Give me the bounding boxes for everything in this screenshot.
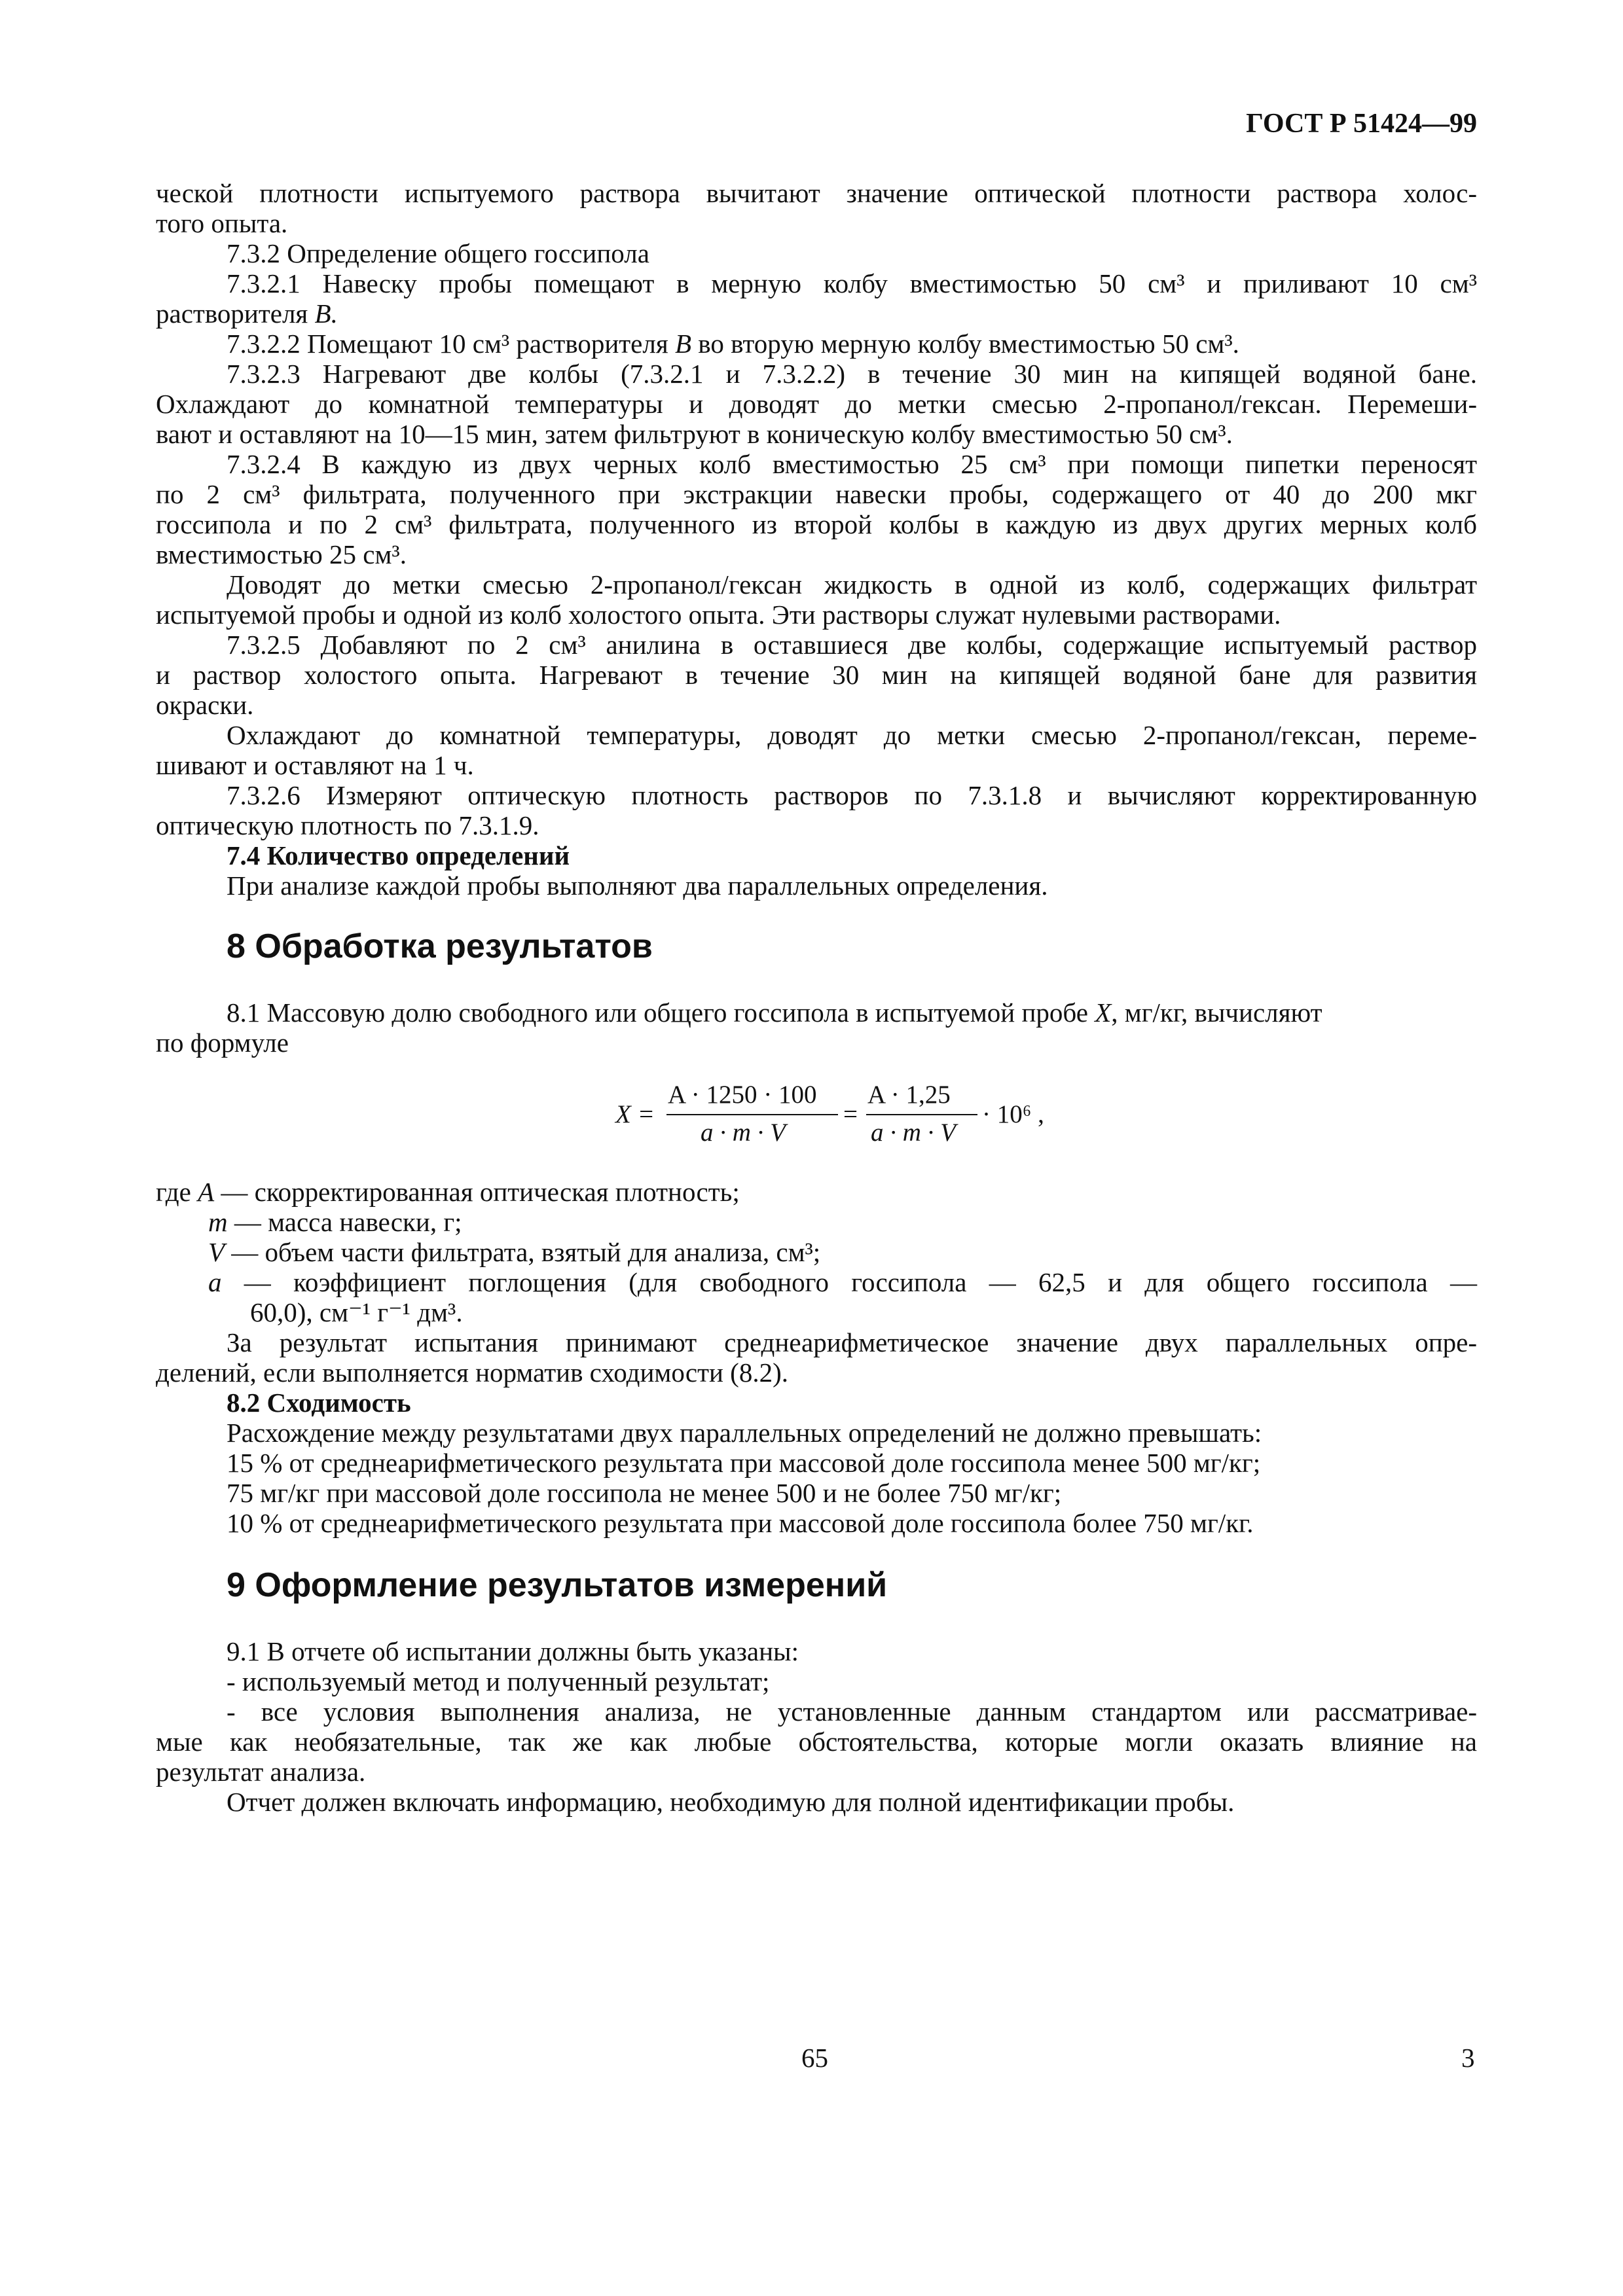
fraction-bar bbox=[666, 1114, 838, 1115]
text-span: — коэффициент поглощения (для свободного госсипола — 62,5 и для общего госсипола — bbox=[221, 1267, 1477, 1297]
text-line: 7.3.2.4 В каждую из двух черных колб вместимостью 25 см³ при помощи пипетки переносят bbox=[227, 449, 1477, 479]
subsection-heading-8-2: 8.2 Сходимость bbox=[227, 1388, 411, 1418]
list-item: - все условия выполнения анализа, не установленные данным стандартом или рассматривае- bbox=[227, 1696, 1477, 1727]
variable-X: X bbox=[1095, 997, 1112, 1028]
text-line: 9.1 В отчете об испытании должны быть указаны: bbox=[227, 1636, 799, 1666]
variable-V: V bbox=[208, 1237, 225, 1267]
text-line bbox=[227, 329, 1477, 359]
text-line: окраски. bbox=[156, 690, 254, 720]
text-line: ческой плотности испытуемого раствора вычитают значение оптической плотности раствора холос- bbox=[156, 178, 1477, 208]
text-line: 7.3.2.3 Нагревают две колбы (7.3.2.1 и 7.3.2.2) в течение 30 мин на кипящей водяной бане. bbox=[227, 359, 1477, 389]
text-span: — объем части фильтрата, взятый для анализа, см³; bbox=[225, 1237, 821, 1267]
text-line: и раствор холостого опыта. Нагревают в течение 30 мин на кипящей водяной бане для развития bbox=[156, 660, 1477, 690]
text-span: растворителя bbox=[156, 298, 315, 329]
text-line: по формуле bbox=[156, 1028, 289, 1058]
list-item: - используемый метод и полученный результат; bbox=[227, 1666, 770, 1696]
text-span: где bbox=[156, 1177, 198, 1207]
variable-A: A bbox=[198, 1177, 215, 1207]
variable-a: a bbox=[208, 1267, 222, 1297]
text-line: делений, если выполняется норматив сходимости (8.2). bbox=[156, 1357, 788, 1388]
text-line: Охлаждают до комнатной температуры, доводят до метки смесью 2-пропанол/гексан, переме- bbox=[227, 720, 1477, 750]
formula-lhs: X = bbox=[615, 1100, 655, 1128]
formula-equals: = bbox=[843, 1100, 858, 1128]
text-line: 15 % от среднеарифметического результата при массовой доле госсипола менее 500 мг/кг; bbox=[227, 1448, 1261, 1478]
text-line: 7.3.2.1 Навеску пробы помещают в мерную колбу вместимостью 50 см³ и приливают 10 см³ bbox=[227, 268, 1477, 298]
formula-denominator-2: a · m · V bbox=[871, 1119, 956, 1147]
text-line: Охлаждают до комнатной температуры и доводят до метки смесью 2-пропанол/гексан. Перемеши- bbox=[156, 389, 1477, 419]
text-line: испытуемой пробы и одной из колб холостого опыта. Эти растворы служат нулевыми растворами. bbox=[156, 600, 1281, 630]
fraction-bar bbox=[866, 1114, 977, 1115]
text-line: 10 % от среднеарифметического результата при массовой доле госсипола более 750 мг/кг. bbox=[227, 1508, 1254, 1538]
text-line: того опыта. bbox=[156, 208, 288, 238]
text-span: — скорректированная оптическая плотность; bbox=[214, 1177, 740, 1207]
where-line bbox=[156, 1177, 1477, 1207]
formula bbox=[615, 1080, 1113, 1152]
text-line bbox=[227, 997, 1477, 1028]
text-line: Расхождение между результатами двух параллельных определений не должно превышать: bbox=[227, 1418, 1262, 1448]
text-line: За результат испытания принимают среднеарифметическое значение двух параллельных опре- bbox=[227, 1327, 1477, 1357]
text-span: 8.1 Массовую долю свободного или общего госсипола в испытуемой пробе bbox=[227, 997, 1095, 1028]
text-line: 60,0), см⁻¹ г⁻¹ дм³. bbox=[250, 1297, 463, 1327]
text-line: 75 мг/кг при массовой доле госсипола не менее 500 и не более 750 мг/кг; bbox=[227, 1478, 1062, 1508]
text-line: результат анализа. bbox=[156, 1757, 366, 1787]
text-span: , мг/кг, вычисляют bbox=[1111, 997, 1322, 1028]
text-line: Отчет должен включать информацию, необходимую для полной идентификации пробы. bbox=[227, 1787, 1235, 1817]
where-line bbox=[208, 1207, 1529, 1237]
variable-m: m bbox=[208, 1207, 228, 1237]
text-line: вают и оставляют на 10—15 мин, затем фильтруют в коническую колбу вместимостью 50 см³. bbox=[156, 419, 1233, 449]
text-line: вместимостью 25 см³. bbox=[156, 539, 407, 569]
text-line bbox=[156, 298, 1477, 329]
formula-numerator-2: A · 1,25 bbox=[867, 1081, 951, 1109]
section-heading-9: 9 Оформление результатов измерений bbox=[227, 1566, 888, 1604]
doc-number-header: ГОСТ Р 51424—99 bbox=[1246, 109, 1477, 139]
page-number-center: 65 bbox=[801, 2043, 828, 2073]
text-span: 7.3.2.2 Помещают 10 см³ растворителя bbox=[227, 329, 675, 359]
formula-denominator-1: a · m · V bbox=[701, 1119, 786, 1147]
text-line: по 2 см³ фильтрата, полученного при экстракции навески пробы, содержащего от 40 до 200 мкг bbox=[156, 479, 1477, 509]
section-heading-8: 8 Обработка результатов bbox=[227, 927, 653, 965]
where-line bbox=[208, 1237, 1529, 1267]
variable-B: B. bbox=[314, 298, 338, 329]
text-line: Доводят до метки смесью 2-пропанол/гексан жидкость в одной из колб, содержащих фильтрат bbox=[227, 569, 1477, 600]
variable-B: B bbox=[674, 329, 691, 359]
subsection-heading-7-4: 7.4 Количество определений bbox=[227, 840, 570, 870]
text-line: 7.3.2.5 Добавляют по 2 см³ анилина в оставшиеся две колбы, содержащие испытуемый раствор bbox=[227, 630, 1477, 660]
text-line: мые как необязательные, так же как любые обстоятельства, которые могли оказать влияние на bbox=[156, 1727, 1477, 1757]
text-line: оптическую плотность по 7.3.1.9. bbox=[156, 810, 539, 840]
subsection-heading-7-3-2: 7.3.2 Определение общего госсипола bbox=[227, 238, 649, 268]
text-span: во вторую мерную колбу вместимостью 50 см³. bbox=[691, 329, 1239, 359]
where-line bbox=[208, 1267, 1477, 1297]
text-line: 7.3.2.6 Измеряют оптическую плотность растворов по 7.3.1.8 и вычисляют корректированную bbox=[227, 780, 1477, 810]
text-line: При анализе каждой пробы выполняют два параллельных определения. bbox=[227, 870, 1048, 901]
text-span: — масса навески, г; bbox=[227, 1207, 462, 1237]
text-line: госсипола и по 2 см³ фильтрата, полученного из второй колбы в каждую из двух других мерных колб bbox=[156, 509, 1477, 539]
formula-tail: · 10⁶ , bbox=[982, 1100, 1044, 1128]
page-number-right: 3 bbox=[1461, 2043, 1475, 2073]
formula-numerator-1: A · 1250 · 100 bbox=[668, 1081, 817, 1109]
text-line: шивают и оставляют на 1 ч. bbox=[156, 750, 474, 780]
